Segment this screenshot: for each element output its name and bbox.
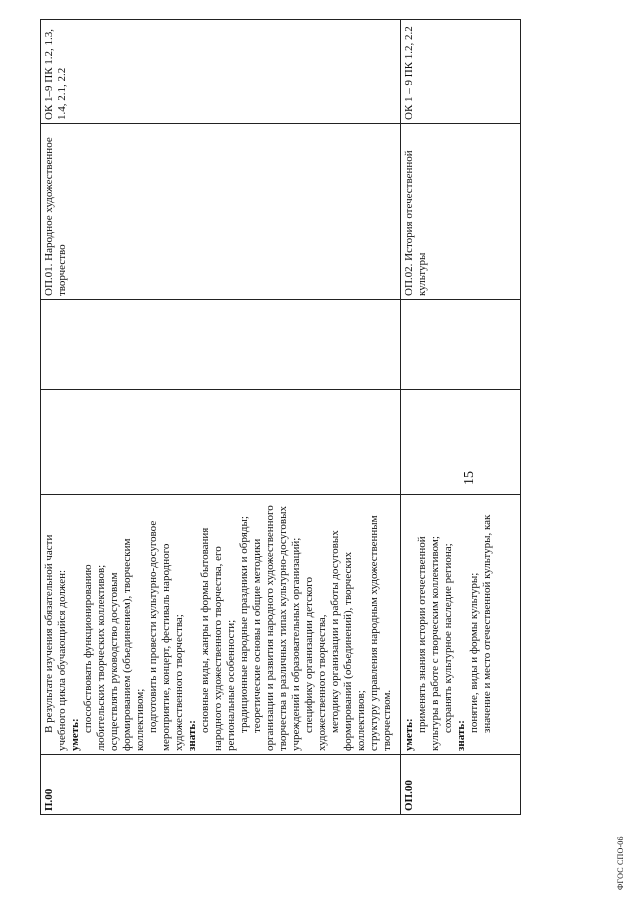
content-line: структуру управления народным художественным [368, 515, 380, 751]
content-line: подготовить и провести культурно-досуговое [147, 520, 159, 733]
content-line: понятие, виды и формы культуры; [468, 572, 480, 733]
content-line: творчества в различных типах культурно-досуговых [277, 506, 289, 751]
content-line: народного художественного творчества, его [212, 546, 224, 751]
content-line: применять знания истории отечественной [416, 536, 428, 733]
content-line: традиционные народные праздники и обряды; [238, 516, 250, 733]
index-code-cell: П.00 [41, 755, 401, 815]
table-row [41, 20, 401, 815]
empty-cell [41, 390, 401, 495]
content-line: формированием (объединением), творческим [121, 538, 133, 751]
content-cell [41, 495, 401, 755]
competencies-cell: ОК 1 – 9 ПК 1.2, 2.2 [401, 20, 521, 124]
discipline-cell: ОП.02. История отечественной культуры [401, 124, 521, 300]
content-line: сохранять культурное наследие региона; [442, 543, 454, 733]
table-row [401, 20, 521, 815]
content-line: художественного творчества; [173, 614, 185, 751]
section-heading: уметь: [69, 718, 81, 751]
content-cell [401, 495, 521, 755]
content-line: специфику организации детского [303, 576, 315, 733]
content-line: региональные особенности; [225, 619, 237, 751]
section-heading: знать: [455, 720, 467, 751]
content-line: творчеством. [381, 689, 393, 751]
content-line: культуры в работе с творческим коллективом; [429, 536, 441, 751]
empty-cell [401, 390, 521, 495]
index-code-cell: ОП.00 [401, 755, 521, 815]
content-lines [403, 498, 494, 751]
competencies-cell: ОК 1–9 ПК 1.2, 1.3, 1.4, 2.1, 2.2 [41, 20, 401, 124]
content-line: формирований (объединений), творческих [342, 551, 354, 751]
empty-cell [41, 300, 401, 390]
curriculum-table [40, 19, 521, 815]
content-line: мероприятие, концерт, фестиваль народного [160, 543, 172, 751]
content-line: теоретические основы и общие методики [251, 538, 263, 733]
content-line: В результате изучения обязательной части [43, 534, 55, 733]
content-line: методику организации и работы досуговых [329, 530, 341, 733]
content-line: коллективов; [355, 690, 367, 751]
page-number: 15 [462, 471, 477, 485]
content-line: способствовать функционированию [82, 564, 94, 733]
content-line: художественного творчества, [316, 614, 328, 751]
content-line: значение и место отечественной культуры, как [481, 514, 493, 733]
content-line: коллективом; [134, 688, 146, 751]
content-line: учебного цикла обучающийся должен: [56, 569, 68, 751]
content-line: осуществлять руководство досуговым [108, 572, 120, 751]
content-line: организации и развития народного художественного [264, 505, 276, 751]
content-line: учреждений и образовательных организаций; [290, 537, 302, 751]
discipline-cell: ОП.01. Народное художественное творчество [41, 124, 401, 300]
section-heading: знать: [186, 720, 198, 751]
empty-cell [401, 300, 521, 390]
content-line: основные виды, жанры и формы бытования [199, 527, 211, 733]
content-line: любительских творческих коллективов; [95, 564, 107, 751]
footer-standard-label: ФГОС СПО-06 [616, 836, 625, 890]
content-lines [43, 498, 394, 751]
section-heading: уметь: [403, 718, 415, 751]
